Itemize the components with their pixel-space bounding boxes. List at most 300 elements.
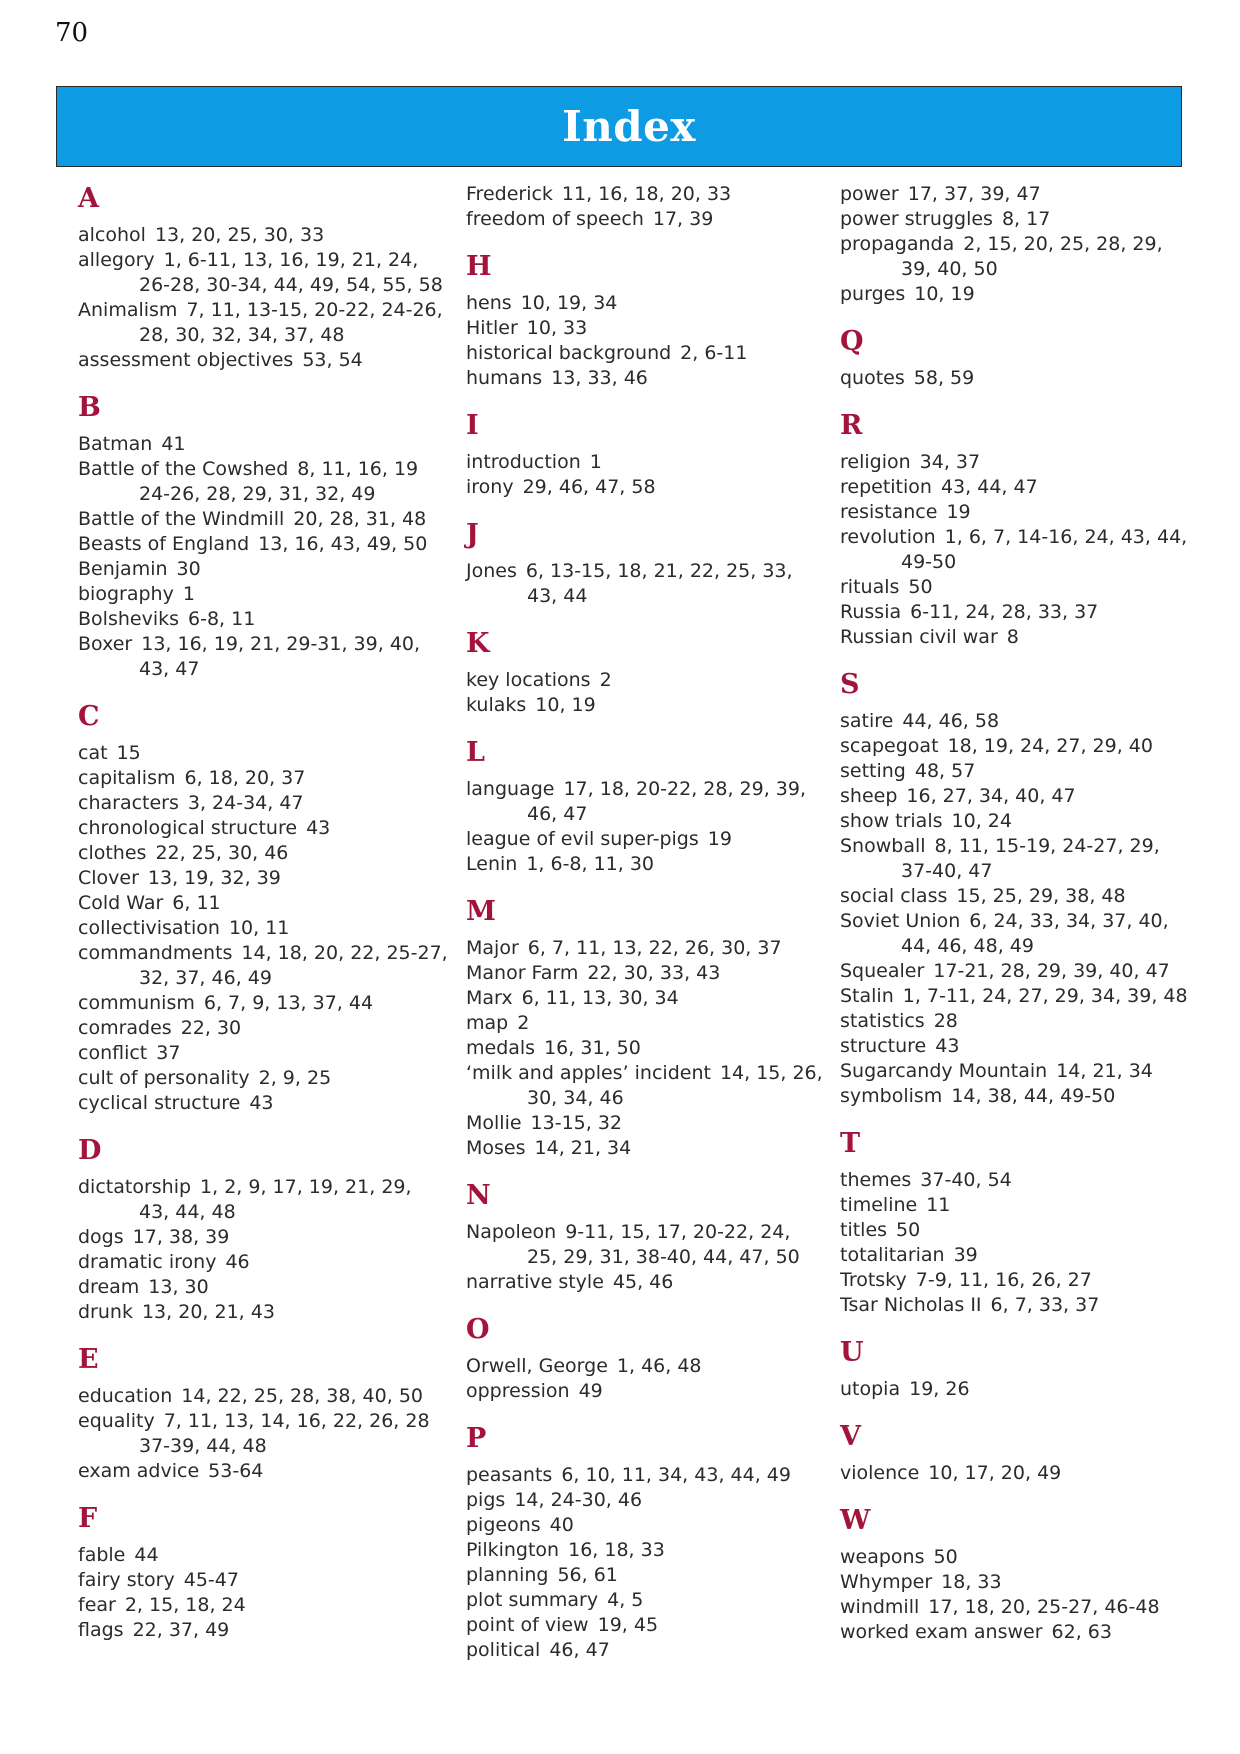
- entry-term: education: [78, 1385, 173, 1407]
- index-entry: [78, 1543, 438, 1568]
- entry-pages: 53-64: [208, 1460, 264, 1482]
- entry-pages: 13, 30: [148, 1276, 209, 1298]
- entry-term: assessment objectives: [78, 349, 294, 371]
- entry-pages: 46, 47: [549, 1639, 610, 1661]
- entry-term: chronological structure: [78, 817, 298, 839]
- section-letter: M: [466, 896, 496, 927]
- entry-term: medals: [466, 1037, 536, 1059]
- entry-pages: 13, 20, 21, 43: [141, 1301, 275, 1323]
- entry-term: freedom of speech: [466, 208, 644, 230]
- entry-pages: 13, 19, 32, 39: [147, 867, 281, 889]
- entry-term: religion: [840, 451, 911, 473]
- entry-term: Manor Farm: [466, 962, 579, 984]
- index-column-1: [78, 182, 448, 1643]
- index-entry: [466, 1379, 826, 1404]
- entry-term: dream: [78, 1276, 140, 1298]
- index-entry: [78, 816, 438, 841]
- entry-pages: 19, 26: [909, 1378, 970, 1400]
- index-entry: [78, 1384, 438, 1409]
- entry-term: oppression: [466, 1380, 570, 1402]
- entry-term: setting: [840, 760, 906, 782]
- entry-pages: 44: [134, 1544, 159, 1566]
- index-entry: [78, 507, 438, 532]
- entry-term: biography: [78, 583, 174, 605]
- index-entry: [466, 366, 826, 391]
- index-entry: [840, 1009, 1200, 1034]
- index-section-continued: [840, 182, 1200, 325]
- index-entry: [840, 1193, 1200, 1218]
- index-entry: [466, 852, 826, 877]
- index-entry: [466, 1488, 826, 1513]
- entry-term: timeline: [840, 1194, 918, 1216]
- entry-term: narrative style: [466, 1271, 604, 1293]
- entry-pages: 46, 47: [527, 803, 588, 825]
- entry-pages: 7, 11, 13-15, 20-22, 24-26,: [186, 299, 443, 321]
- entry-term: Sugarcandy Mountain: [840, 1060, 1048, 1082]
- index-entry: [840, 207, 1200, 232]
- entry-term: Orwell, George: [466, 1355, 608, 1377]
- index-entry: [466, 668, 826, 693]
- entry-term: show trials: [840, 810, 943, 832]
- index-entry: [78, 1091, 438, 1116]
- entry-pages: 13-15, 32: [530, 1112, 623, 1134]
- entry-term: Animalism: [78, 299, 178, 321]
- entry-term: commandments: [78, 942, 233, 964]
- entry-pages: 13, 33, 46: [551, 367, 648, 389]
- entry-pages: 10, 33: [526, 317, 588, 339]
- entry-term: Napoleon: [466, 1221, 557, 1243]
- index-entry: [78, 632, 438, 682]
- entry-term: Battle of the Cowshed: [78, 458, 289, 480]
- page-title: Index: [562, 102, 696, 151]
- entry-term: ‘milk and apples’ incident: [466, 1062, 711, 1084]
- index-entry: [840, 709, 1200, 734]
- entry-pages: 29, 46, 47, 58: [522, 476, 656, 498]
- entry-pages: 43: [306, 817, 331, 839]
- entry-pages: 6, 10, 11, 34, 43, 44, 49: [561, 1464, 791, 1486]
- entry-term: Moses: [466, 1137, 526, 1159]
- entry-term: exam advice: [78, 1460, 200, 1482]
- entry-term: Major: [466, 937, 519, 959]
- index-entry: [78, 532, 438, 557]
- index-section-b: [78, 391, 438, 700]
- entry-pages: 17, 37, 39, 47: [907, 183, 1041, 205]
- entry-pages: 14, 18, 20, 22, 25-27,: [241, 942, 448, 964]
- section-letter: B: [78, 392, 101, 423]
- entry-pages: 10, 19: [535, 694, 596, 716]
- entry-pages: 16, 31, 50: [544, 1037, 641, 1059]
- index-entry: [466, 182, 826, 207]
- entry-pages: 8: [1006, 626, 1019, 648]
- entry-term: language: [466, 778, 555, 800]
- index-entry: [466, 1220, 826, 1270]
- index-entry: [466, 1270, 826, 1295]
- entry-term: plot summary: [466, 1589, 599, 1611]
- entry-pages: 26-28, 30-34, 44, 49, 54, 55, 58: [139, 274, 443, 296]
- entry-pages: 62, 63: [1051, 1621, 1112, 1643]
- entry-term: utopia: [840, 1378, 901, 1400]
- section-letter: Q: [840, 326, 864, 357]
- entry-pages: 10, 24: [951, 810, 1012, 832]
- entry-pages: 37-40, 54: [920, 1169, 1012, 1191]
- entry-pages: 6, 11, 13, 30, 34: [521, 987, 679, 1009]
- index-entry: [840, 734, 1200, 759]
- entry-pages: 19: [707, 828, 732, 850]
- index-entry: [78, 582, 438, 607]
- index-entry: [840, 784, 1200, 809]
- entry-term: political: [466, 1639, 541, 1661]
- entry-pages: 24-26, 28, 29, 31, 32, 49: [139, 483, 376, 505]
- entry-pages: 6, 7, 9, 13, 37, 44: [203, 992, 374, 1014]
- entry-pages: 28: [933, 1010, 958, 1032]
- index-entry: [466, 1613, 826, 1638]
- index-entry: [840, 500, 1200, 525]
- index-entry: [840, 1461, 1200, 1486]
- entry-term: comrades: [78, 1017, 172, 1039]
- section-letter: K: [466, 628, 490, 659]
- entry-pages: 32, 37, 46, 49: [139, 967, 272, 989]
- index-entry: [78, 1409, 438, 1459]
- entry-term: violence: [840, 1462, 920, 1484]
- section-letter: N: [466, 1180, 491, 1211]
- entry-pages: 19, 45: [597, 1614, 659, 1636]
- entry-term: fear: [78, 1594, 116, 1616]
- entry-pages: 43, 44, 47: [940, 476, 1038, 498]
- index-entry: [466, 207, 826, 232]
- entry-term: worked exam answer: [840, 1621, 1043, 1643]
- entry-pages: 14, 24-30, 46: [514, 1489, 643, 1511]
- entry-term: key locations: [466, 669, 591, 691]
- entry-pages: 16, 18, 33: [568, 1539, 665, 1561]
- entry-pages: 1, 6-11, 13, 16, 19, 21, 24,: [163, 249, 419, 271]
- section-letter: O: [466, 1314, 490, 1345]
- entry-term: social class: [840, 885, 948, 907]
- entry-pages: 14, 22, 25, 28, 38, 40, 50: [181, 1385, 423, 1407]
- index-entry: [78, 1459, 438, 1484]
- entry-term: satire: [840, 710, 894, 732]
- entry-pages: 37: [156, 1042, 181, 1064]
- index-entry: [840, 909, 1200, 959]
- index-entry: [840, 1168, 1200, 1193]
- entry-term: symbolism: [840, 1085, 943, 1107]
- index-entry: [466, 693, 826, 718]
- entry-pages: 37-40, 47: [901, 860, 993, 882]
- index-entry: [840, 600, 1200, 625]
- entry-pages: 56, 61: [557, 1564, 618, 1586]
- entry-pages: 6-11, 24, 28, 33, 37: [910, 601, 1099, 623]
- entry-pages: 17-21, 28, 29, 39, 40, 47: [933, 960, 1170, 982]
- entry-term: propaganda: [840, 233, 955, 255]
- entry-pages: 43, 44: [527, 585, 588, 607]
- index-entry: [840, 366, 1200, 391]
- entry-pages: 6, 18, 20, 37: [184, 767, 306, 789]
- entry-pages: 40: [549, 1514, 574, 1536]
- index-entry: [840, 1620, 1200, 1645]
- index-section-t: [840, 1127, 1200, 1336]
- index-entry: [466, 986, 826, 1011]
- entry-term: Pilkington: [466, 1539, 560, 1561]
- section-letter: E: [78, 1344, 99, 1375]
- index-section-c: [78, 700, 448, 1134]
- entry-pages: 22, 30: [180, 1017, 242, 1039]
- entry-term: Jones: [466, 560, 517, 582]
- entry-term: cat: [78, 742, 108, 764]
- entry-term: Soviet Union: [840, 910, 961, 932]
- entry-term: Battle of the Windmill: [78, 508, 285, 530]
- index-entry: [840, 809, 1200, 834]
- entry-pages: 6-8, 11: [188, 608, 256, 630]
- entry-term: pigs: [466, 1489, 506, 1511]
- index-entry: [840, 1034, 1200, 1059]
- entry-term: dogs: [78, 1226, 124, 1248]
- section-letter: D: [78, 1135, 102, 1166]
- index-entry: [840, 1570, 1200, 1595]
- index-section-s: [840, 668, 1200, 1127]
- index-entry: [78, 791, 438, 816]
- entry-pages: 6, 13-15, 18, 21, 22, 25, 33,: [525, 560, 793, 582]
- index-entry: [78, 432, 438, 457]
- entry-pages: 20, 28, 31, 48: [293, 508, 427, 530]
- entry-pages: 17, 18, 20-22, 28, 29, 39,: [563, 778, 806, 800]
- entry-pages: 15: [116, 742, 141, 764]
- index-entry: [78, 457, 438, 507]
- section-letter: L: [466, 737, 485, 768]
- entry-term: Batman: [78, 433, 153, 455]
- index-entry: [78, 1175, 438, 1225]
- entry-pages: 2: [517, 1012, 530, 1034]
- entry-term: cult of personality: [78, 1067, 250, 1089]
- entry-term: irony: [466, 476, 514, 498]
- entry-term: Cold War: [78, 892, 164, 914]
- entry-term: flags: [78, 1619, 124, 1641]
- entry-pages: 50: [896, 1219, 921, 1241]
- entry-term: resistance: [840, 501, 938, 523]
- index-entry: [840, 1545, 1200, 1570]
- entry-term: map: [466, 1012, 509, 1034]
- index-entry: [466, 559, 826, 609]
- index-entry: [78, 766, 438, 791]
- entry-pages: 13, 16, 43, 49, 50: [258, 533, 428, 555]
- entry-term: conflict: [78, 1042, 148, 1064]
- entry-pages: 58, 59: [913, 367, 975, 389]
- entry-pages: 14, 21, 34: [1056, 1060, 1153, 1082]
- entry-term: titles: [840, 1219, 888, 1241]
- index-entry: [78, 1066, 438, 1091]
- section-letter: T: [840, 1128, 861, 1159]
- entry-term: fable: [78, 1544, 126, 1566]
- index-section-f: [78, 1502, 438, 1643]
- entry-term: allegory: [78, 249, 155, 271]
- index-entry: [840, 575, 1200, 600]
- index-entry: [466, 1638, 826, 1663]
- entry-term: Benjamin: [78, 558, 168, 580]
- index-entry: [840, 834, 1200, 884]
- entry-pages: 10, 19: [914, 283, 975, 305]
- entry-term: Snowball: [840, 835, 926, 857]
- entry-pages: 22, 37, 49: [132, 1619, 230, 1641]
- entry-term: dramatic irony: [78, 1251, 217, 1273]
- index-column-3: [840, 182, 1200, 1645]
- entry-term: Trotsky: [840, 1269, 907, 1291]
- entry-pages: 39, 40, 50: [901, 258, 998, 280]
- index-entry: [840, 1059, 1200, 1084]
- index-entry: [466, 961, 826, 986]
- section-letter: F: [78, 1503, 98, 1534]
- entry-term: clothes: [78, 842, 147, 864]
- entry-pages: 17, 39: [652, 208, 714, 230]
- index-section-a: [78, 182, 443, 391]
- index-entry: [466, 316, 826, 341]
- entry-pages: 19: [946, 501, 971, 523]
- index-section-continued: [466, 182, 826, 250]
- index-banner: [56, 86, 1182, 167]
- index-section-e: [78, 1343, 438, 1502]
- entry-term: power struggles: [840, 208, 993, 230]
- index-section-j: [466, 518, 826, 627]
- index-entry: [840, 232, 1200, 282]
- entry-pages: 2, 15, 20, 25, 28, 29,: [963, 233, 1163, 255]
- entry-term: themes: [840, 1169, 912, 1191]
- index-section-r: [840, 409, 1200, 668]
- entry-term: dictatorship: [78, 1176, 192, 1198]
- index-section-w: [840, 1504, 1200, 1645]
- section-letter: H: [466, 251, 492, 282]
- entry-term: point of view: [466, 1614, 589, 1636]
- entry-term: Hitler: [466, 317, 518, 339]
- index-section-i: [466, 409, 826, 518]
- entry-pages: 11, 16, 18, 20, 33: [561, 183, 732, 205]
- index-entry: [78, 348, 438, 373]
- entry-term: weapons: [840, 1546, 925, 1568]
- entry-term: Boxer: [78, 633, 133, 655]
- entry-term: Mollie: [466, 1112, 522, 1134]
- index-entry: [78, 916, 438, 941]
- index-entry: [78, 1618, 438, 1643]
- entry-pages: 16, 27, 34, 40, 47: [906, 785, 1076, 807]
- index-entry: [840, 984, 1200, 1009]
- entry-pages: 10, 17, 20, 49: [928, 1462, 1062, 1484]
- index-entry: [840, 1243, 1200, 1268]
- index-section-q: [840, 325, 1200, 409]
- index-entry: [78, 1041, 438, 1066]
- index-entry: [466, 936, 826, 961]
- index-entry: [466, 1563, 826, 1588]
- entry-term: characters: [78, 792, 179, 814]
- index-entry: [840, 759, 1200, 784]
- entry-pages: 9-11, 15, 17, 20-22, 24,: [565, 1221, 791, 1243]
- entry-pages: 43: [935, 1035, 960, 1057]
- index-entry: [78, 1250, 438, 1275]
- index-entry: [78, 741, 438, 766]
- entry-term: structure: [840, 1035, 927, 1057]
- index-entry: [78, 1016, 438, 1041]
- page-number: 70: [55, 18, 89, 48]
- index-entry: [78, 1568, 438, 1593]
- index-entry: [78, 223, 438, 248]
- entry-pages: 6, 24, 33, 34, 37, 40,: [969, 910, 1169, 932]
- entry-term: totalitarian: [840, 1244, 945, 1266]
- index-entry: [466, 1036, 826, 1061]
- section-letter: I: [466, 410, 479, 441]
- entry-term: revolution: [840, 526, 936, 548]
- index-entry: [78, 841, 438, 866]
- index-entry: [466, 777, 826, 827]
- index-entry: [840, 625, 1200, 650]
- index-entry: [78, 941, 448, 991]
- index-entry: [78, 1275, 438, 1300]
- entry-term: windmill: [840, 1596, 920, 1618]
- entry-pages: 2, 6-11: [680, 342, 748, 364]
- entry-term: capitalism: [78, 767, 176, 789]
- index-entry: [466, 1463, 826, 1488]
- entry-pages: 10, 19, 34: [520, 292, 618, 314]
- index-entry: [466, 341, 826, 366]
- index-section-o: [466, 1313, 826, 1422]
- entry-pages: 6, 11: [172, 892, 221, 914]
- index-section-d: [78, 1134, 438, 1343]
- entry-term: Bolsheviks: [78, 608, 179, 630]
- entry-pages: 43: [249, 1092, 274, 1114]
- entry-pages: 6, 7, 11, 13, 22, 26, 30, 37: [527, 937, 782, 959]
- index-entry: [840, 1293, 1200, 1318]
- entry-term: league of evil super-pigs: [466, 828, 699, 850]
- index-column-2: [466, 182, 826, 1663]
- index-entry: [78, 991, 438, 1016]
- index-entry: [466, 1136, 826, 1161]
- entry-pages: 49-50: [901, 551, 957, 573]
- entry-term: repetition: [840, 476, 932, 498]
- entry-term: Stalin: [840, 985, 894, 1007]
- entry-pages: 18, 33: [941, 1571, 1002, 1593]
- index-section-m: [466, 895, 826, 1179]
- index-entry: [78, 866, 438, 891]
- entry-term: collectivisation: [78, 917, 220, 939]
- section-letter: J: [466, 519, 479, 550]
- entry-pages: 8, 11, 16, 19: [297, 458, 419, 480]
- section-letter: U: [840, 1337, 864, 1368]
- entry-term: sheep: [840, 785, 898, 807]
- entry-pages: 53, 54: [302, 349, 363, 371]
- entry-pages: 49: [578, 1380, 603, 1402]
- index-entry: [840, 1377, 1200, 1402]
- entry-pages: 4, 5: [607, 1589, 644, 1611]
- section-letter: C: [78, 701, 100, 732]
- entry-pages: 13, 16, 19, 21, 29-31, 39, 40,: [141, 633, 421, 655]
- section-letter: V: [840, 1421, 861, 1452]
- section-letter: P: [466, 1423, 487, 1454]
- index-entry: [840, 1268, 1200, 1293]
- index-entry: [78, 1225, 438, 1250]
- entry-pages: 13, 20, 25, 30, 33: [154, 224, 325, 246]
- index-section-p: [466, 1422, 826, 1663]
- entry-pages: 1, 7-11, 24, 27, 29, 34, 39, 48: [902, 985, 1188, 1007]
- entry-pages: 41: [161, 433, 186, 455]
- index-entry: [78, 557, 438, 582]
- index-entry: [78, 298, 443, 348]
- entry-pages: 11: [926, 1194, 951, 1216]
- entry-pages: 50: [908, 576, 933, 598]
- entry-pages: 2, 15, 18, 24: [124, 1594, 246, 1616]
- entry-pages: 1, 6-8, 11, 30: [526, 853, 655, 875]
- index-entry: [466, 1354, 826, 1379]
- index-entry: [466, 1588, 826, 1613]
- entry-pages: 2: [599, 669, 612, 691]
- entry-pages: 34, 37: [919, 451, 981, 473]
- entry-term: peasants: [466, 1464, 553, 1486]
- index-entry: [840, 450, 1200, 475]
- entry-term: Marx: [466, 987, 513, 1009]
- entry-term: communism: [78, 992, 195, 1014]
